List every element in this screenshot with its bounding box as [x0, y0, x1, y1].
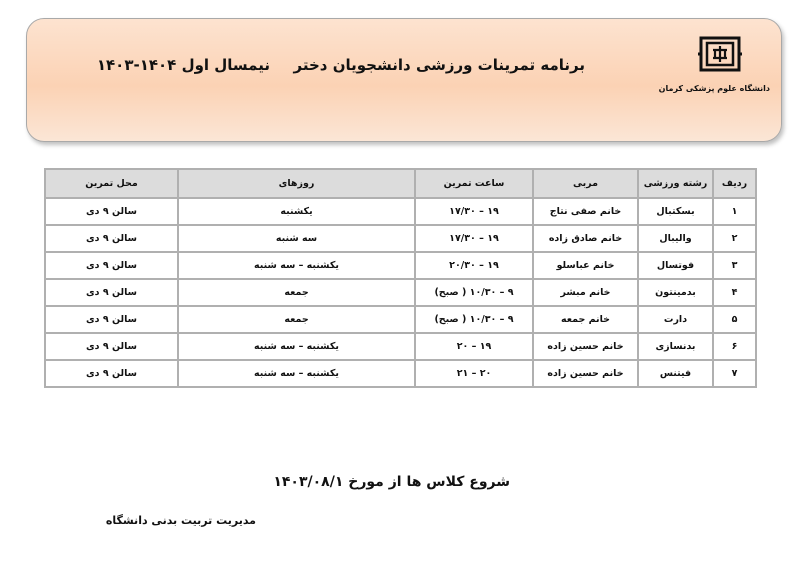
schedule-table	[44, 168, 757, 388]
coach-cell: خانم صادق زاده	[533, 225, 638, 252]
location-cell: سالن ۹ دی	[45, 225, 178, 252]
time-cell: ۱۹ – ۲۰	[415, 333, 533, 360]
days-cell: سه شنبه	[178, 225, 415, 252]
sport-cell: فوتسال	[638, 252, 713, 279]
time-cell: ۲۰ – ۲۱	[415, 360, 533, 387]
table-row	[45, 252, 756, 279]
time-cell: ۱۹ – ۲۰/۳۰	[415, 252, 533, 279]
table-row	[45, 225, 756, 252]
row-number-cell: ۷	[713, 360, 756, 387]
sport-cell: فیتنس	[638, 360, 713, 387]
table-row	[45, 279, 756, 306]
coach-cell: خانم صفی نتاج	[533, 198, 638, 225]
location-cell: سالن ۹ دی	[45, 360, 178, 387]
coach-cell: خانم جمعه	[533, 306, 638, 333]
row-number-cell: ۴	[713, 279, 756, 306]
sport-cell: والیبال	[638, 225, 713, 252]
header-box	[26, 18, 782, 142]
days-cell: جمعه	[178, 306, 415, 333]
location-cell: سالن ۹ دی	[45, 252, 178, 279]
university-name: دانشگاه علوم پزشکی کرمان	[658, 84, 770, 93]
row-number-cell: ۶	[713, 333, 756, 360]
semester-label: نیمسال اول ۱۴۰۴-۱۴۰۳	[96, 56, 270, 74]
row-number-cell: ۱	[713, 198, 756, 225]
days-cell: یکشنبه – سه شنبه	[178, 252, 415, 279]
table-header-row	[45, 169, 756, 198]
header-coach: مربی	[533, 169, 638, 198]
coach-cell: خانم حسین زاده	[533, 333, 638, 360]
table-row	[45, 333, 756, 360]
time-cell: ۹ – ۱۰/۳۰ ( صبح)	[415, 306, 533, 333]
page-title: برنامه تمرینات ورزشی دانشجویان دختر	[293, 56, 585, 74]
class-start-date: شروع کلاس ها از مورخ ۱۴۰۳/۰۸/۱	[273, 474, 510, 490]
row-number-cell: ۲	[713, 225, 756, 252]
time-cell: ۹ – ۱۰/۳۰ ( صبح)	[415, 279, 533, 306]
location-cell: سالن ۹ دی	[45, 279, 178, 306]
header-time: ساعت تمرین	[415, 169, 533, 198]
row-number-cell: ۳	[713, 252, 756, 279]
location-cell: سالن ۹ دی	[45, 333, 178, 360]
row-number-cell: ۵	[713, 306, 756, 333]
table-row	[45, 360, 756, 387]
location-cell: سالن ۹ دی	[45, 306, 178, 333]
management-signature: مدیریت تربیت بدنی دانشگاه	[105, 514, 256, 527]
sport-cell: بدنسازی	[638, 333, 713, 360]
sport-cell: دارت	[638, 306, 713, 333]
header-row-number: ردیف	[713, 169, 756, 198]
days-cell: یکشنبه – سه شنبه	[178, 333, 415, 360]
sport-cell: بدمینتون	[638, 279, 713, 306]
time-cell: ۱۹ – ۱۷/۳۰	[415, 225, 533, 252]
header-days: روزهای	[178, 169, 415, 198]
coach-cell: خانم عباسلو	[533, 252, 638, 279]
days-cell: یکشنبه	[178, 198, 415, 225]
time-cell: ۱۹ – ۱۷/۳۰	[415, 198, 533, 225]
sport-cell: بسکتبال	[638, 198, 713, 225]
coach-cell: خانم مبشر	[533, 279, 638, 306]
location-cell: سالن ۹ دی	[45, 198, 178, 225]
days-cell: جمعه	[178, 279, 415, 306]
header-location: محل تمرین	[45, 169, 178, 198]
table-row	[45, 306, 756, 333]
table-row	[45, 198, 756, 225]
header-sport: رشته ورزشی	[638, 169, 713, 198]
days-cell: یکشنبه – سه شنبه	[178, 360, 415, 387]
coach-cell: خانم حسین زاده	[533, 360, 638, 387]
university-emblem-icon	[698, 36, 742, 72]
